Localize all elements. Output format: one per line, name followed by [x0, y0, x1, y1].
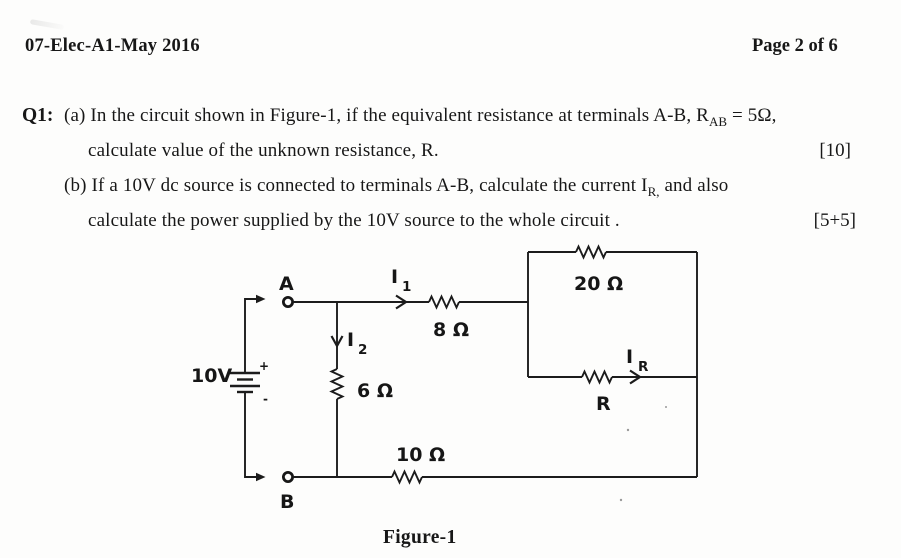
marks-part-a: [10]: [819, 140, 851, 161]
resistor-20ohm-label: 20 Ω: [574, 273, 624, 295]
currentR-subscript: R: [638, 359, 649, 375]
resistor-r-icon: [582, 372, 612, 383]
source-arrow-bottom-icon: [256, 473, 266, 482]
question-number: Q1:: [22, 105, 54, 126]
resistor-r-label: R: [596, 393, 611, 415]
terminal-b-node: [283, 472, 292, 481]
top-branch: [293, 266, 528, 341]
current2-label: I: [347, 329, 355, 351]
currentR-label: I: [626, 346, 634, 368]
current1-label: I: [391, 266, 399, 288]
current1-subscript: 1: [402, 279, 412, 295]
resistor-10ohm-label: 10 Ω: [396, 444, 446, 466]
terminal-b-label: B: [280, 491, 295, 513]
resistor-10ohm-icon: [392, 472, 422, 483]
marks-part-b: [5+5]: [813, 210, 856, 231]
current2-subscript: 2: [358, 342, 368, 358]
bottom-branch: [293, 444, 697, 483]
figure-caption: Figure-1: [383, 527, 457, 548]
source-wire-top: [245, 299, 256, 373]
terminals: [279, 273, 294, 513]
question-a-line2: calculate value of the unknown resistance, R.: [88, 140, 439, 161]
voltage-source: [191, 295, 269, 482]
speck-1: [627, 429, 629, 431]
source-voltage-label: 10V: [191, 365, 233, 387]
terminal-a-label: A: [279, 273, 294, 295]
resistor-6ohm-label: 6 Ω: [357, 380, 393, 402]
question-b-line2: calculate the power supplied by the 10V source to the whole circuit .: [88, 210, 620, 231]
middle-branch-6ohm: [332, 302, 394, 477]
question-a-line1-subscript: AB: [709, 113, 728, 129]
page-number: Page 2 of 6: [752, 36, 838, 56]
speck-2: [665, 406, 667, 408]
question-b-line1-subscript: R,: [647, 183, 660, 199]
battery-icon: [230, 373, 260, 392]
question-b-line1-tail: and also: [659, 175, 729, 196]
question-a-line1-tail: = 5Ω,: [727, 105, 777, 126]
scan-specks: [620, 406, 667, 501]
terminal-a-node: [283, 297, 292, 306]
speck-3: [620, 499, 622, 501]
source-arrow-top-icon: [256, 295, 266, 304]
battery-minus-sign: -: [263, 392, 268, 406]
right-loop: [528, 247, 697, 478]
document-code: 07-Elec-A1-May 2016: [25, 36, 200, 56]
question-a-line1-text: (a) In the circuit shown in Figure-1, if the equivalent resistance at terminals A-B, R: [64, 105, 710, 126]
resistor-20ohm-icon: [576, 247, 606, 258]
resistor-8ohm-icon: [429, 297, 459, 308]
resistor-6ohm-icon: [332, 369, 343, 399]
question-b-line1-text: (b) If a 10V dc source is connected to terminals A-B, calculate the current I: [64, 175, 648, 196]
resistor-8ohm-label: 8 Ω: [433, 319, 469, 341]
source-wire-bottom: [245, 392, 256, 477]
battery-plus-sign: +: [259, 359, 270, 373]
